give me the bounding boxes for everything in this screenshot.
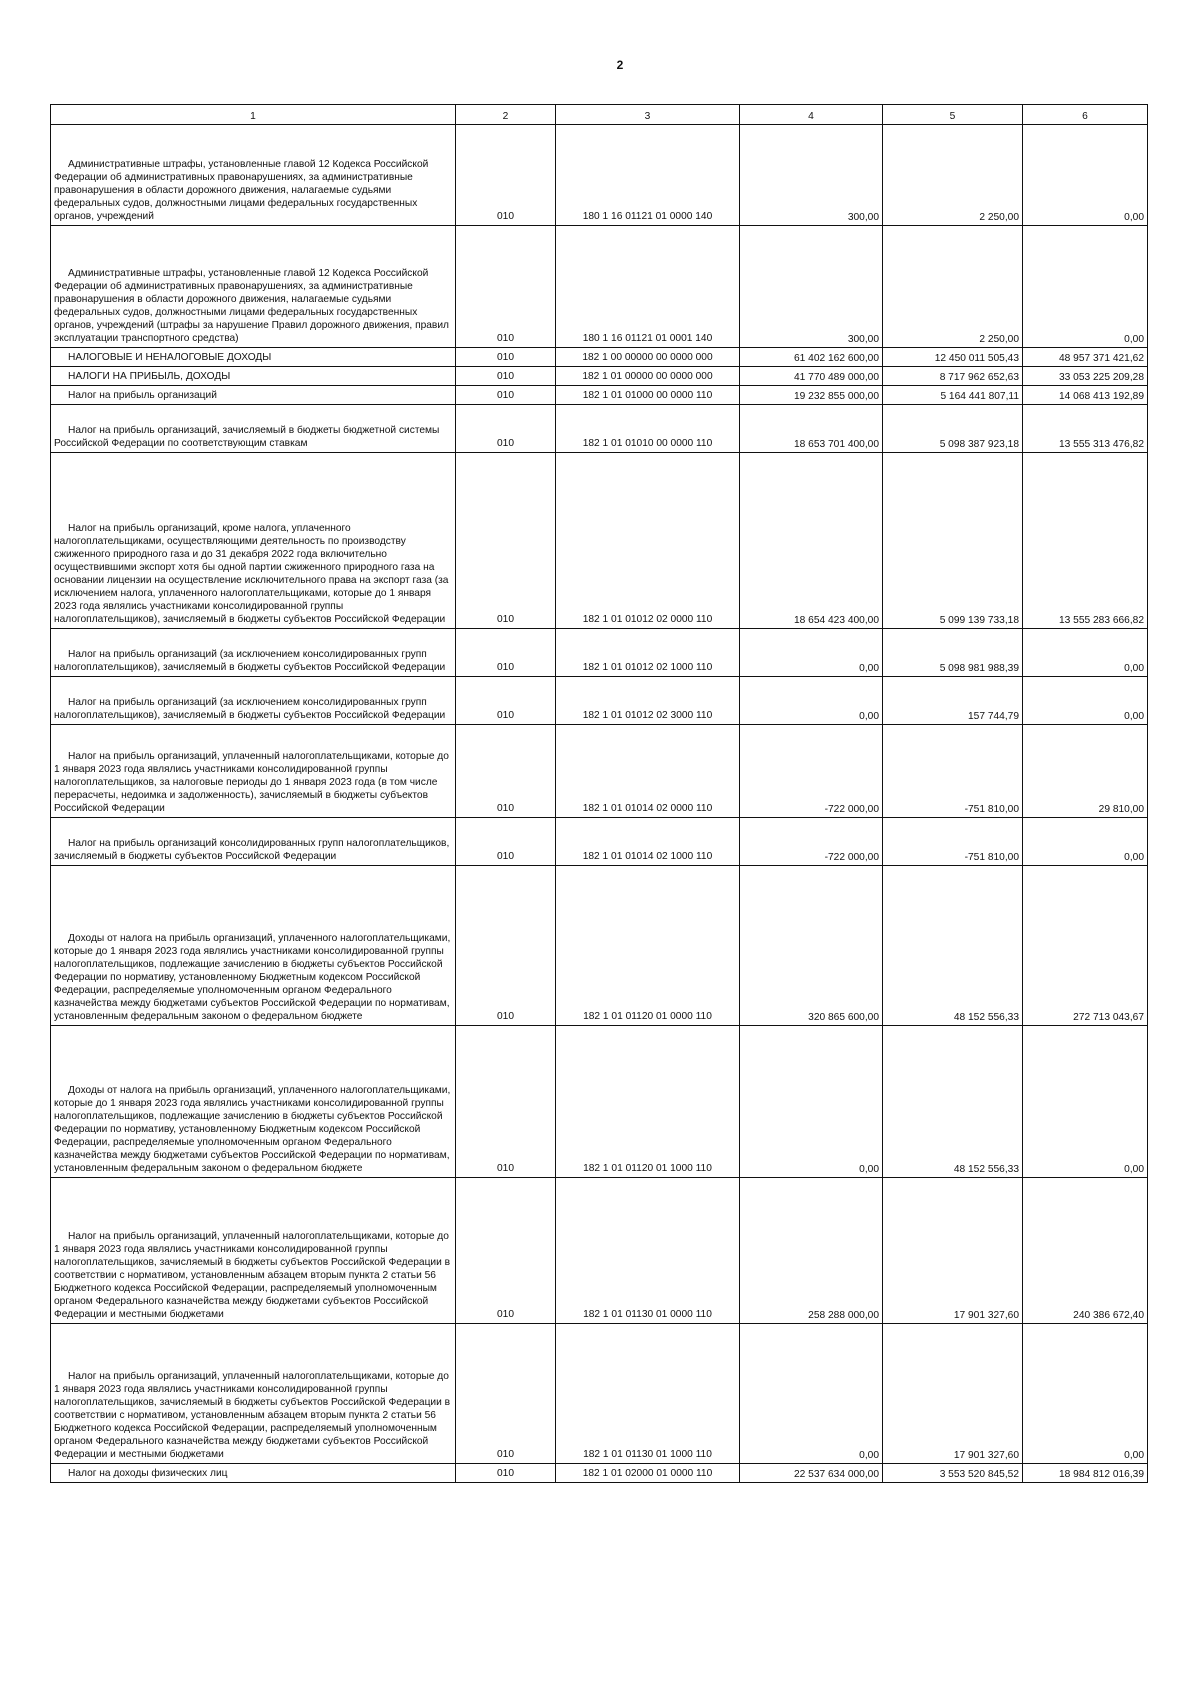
row-name: Доходы от налога на прибыль организаций, уплаченного налогоплательщиками, которые до 1 января 2023 года являлись участниками консолидированной группы налогоплательщиков, подлежащие зачислению в бюджеты субъектов Российской Федерации по нормативу, установленному Бюджетным кодексом Российской Федерации, распределяемые уполномоченным органом Федерального казначейства между бюджетами субъектов Российской Федерации по нормативам, установленным федеральным законом о федеральном бюджете [51, 1026, 456, 1178]
column-header-4: 4 [740, 105, 883, 125]
row-approved: 0,00 [740, 1026, 883, 1178]
row-executed: 3 553 520 845,52 [883, 1464, 1023, 1483]
row-unexecuted: 33 053 225 209,28 [1023, 367, 1148, 386]
row-executed: 5 098 981 988,39 [883, 629, 1023, 677]
page-number: 2 [616, 58, 624, 72]
row-unexecuted: 272 713 043,67 [1023, 866, 1148, 1026]
row-approved: 41 770 489 000,00 [740, 367, 883, 386]
row-executed: 48 152 556,33 [883, 866, 1023, 1026]
row-approved: 0,00 [740, 629, 883, 677]
row-approved: 19 232 855 000,00 [740, 386, 883, 405]
row-name: Налог на прибыль организаций, уплаченный налогоплательщиками, которые до 1 января 2023 года являлись участниками консолидированной группы налогоплательщиков, зачисляемый в бюджеты субъектов Российской Федерации в соответствии с нормативом, установленным абзацем вторым пункта 2 статьи 56 Бюджетного кодекса Российской Федерации, распределяемый уполномоченным органом Федерального казначейства между бюджетами субъектов Российской Федерации и местными бюджетами [51, 1178, 456, 1324]
row-executed: 5 164 441 807,11 [883, 386, 1023, 405]
row-unexecuted: 0,00 [1023, 1324, 1148, 1464]
row-approved: 18 653 701 400,00 [740, 405, 883, 453]
row-line-code: 010 [456, 386, 556, 405]
row-budget-code: 182 1 01 00000 00 0000 000 [556, 367, 740, 386]
row-executed: 5 098 387 923,18 [883, 405, 1023, 453]
row-budget-code: 182 1 01 01000 00 0000 110 [556, 386, 740, 405]
row-approved: 258 288 000,00 [740, 1178, 883, 1324]
row-line-code: 010 [456, 348, 556, 367]
table-row [51, 405, 1148, 453]
row-line-code: 010 [456, 1324, 556, 1464]
row-approved: 61 402 162 600,00 [740, 348, 883, 367]
table-row [51, 1026, 1148, 1178]
table-row [51, 386, 1148, 405]
table-row [51, 1464, 1148, 1483]
row-budget-code: 182 1 01 02000 01 0000 110 [556, 1464, 740, 1483]
table-row [51, 677, 1148, 725]
row-executed: 157 744,79 [883, 677, 1023, 725]
row-executed: 2 250,00 [883, 226, 1023, 348]
row-unexecuted: 0,00 [1023, 677, 1148, 725]
row-unexecuted: 0,00 [1023, 818, 1148, 866]
row-unexecuted: 240 386 672,40 [1023, 1178, 1148, 1324]
row-budget-code: 180 1 16 01121 01 0000 140 [556, 125, 740, 226]
column-header-1: 1 [51, 105, 456, 125]
row-executed: 8 717 962 652,63 [883, 367, 1023, 386]
column-header-3: 3 [556, 105, 740, 125]
row-executed: 17 901 327,60 [883, 1178, 1023, 1324]
row-budget-code: 182 1 01 01014 02 0000 110 [556, 725, 740, 818]
row-line-code: 010 [456, 405, 556, 453]
row-unexecuted: 48 957 371 421,62 [1023, 348, 1148, 367]
row-budget-code: 182 1 01 01130 01 0000 110 [556, 1178, 740, 1324]
row-approved: 0,00 [740, 1324, 883, 1464]
row-line-code: 010 [456, 629, 556, 677]
column-header-6: 6 [1023, 105, 1148, 125]
row-executed: 5 099 139 733,18 [883, 453, 1023, 629]
row-unexecuted: 0,00 [1023, 226, 1148, 348]
row-line-code: 010 [456, 866, 556, 1026]
row-unexecuted: 29 810,00 [1023, 725, 1148, 818]
row-name: НАЛОГИ НА ПРИБЫЛЬ, ДОХОДЫ [51, 367, 456, 386]
row-approved: 320 865 600,00 [740, 866, 883, 1026]
table-row [51, 453, 1148, 629]
row-budget-code: 182 1 01 01010 00 0000 110 [556, 405, 740, 453]
table-row [51, 866, 1148, 1026]
row-unexecuted: 14 068 413 192,89 [1023, 386, 1148, 405]
table-row [51, 1178, 1148, 1324]
row-budget-code: 182 1 00 00000 00 0000 000 [556, 348, 740, 367]
row-approved: -722 000,00 [740, 818, 883, 866]
row-name: Налог на прибыль организаций консолидированных групп налогоплательщиков, зачисляемый в бюджеты субъектов Российской Федерации [51, 818, 456, 866]
row-executed: -751 810,00 [883, 725, 1023, 818]
row-unexecuted: 13 555 283 666,82 [1023, 453, 1148, 629]
row-line-code: 010 [456, 367, 556, 386]
column-header-2: 2 [456, 105, 556, 125]
column-header-row [51, 105, 1148, 125]
table-row [51, 125, 1148, 226]
column-header-5: 5 [883, 105, 1023, 125]
row-line-code: 010 [456, 453, 556, 629]
row-executed: 12 450 011 505,43 [883, 348, 1023, 367]
row-budget-code: 182 1 01 01012 02 0000 110 [556, 453, 740, 629]
row-approved: 18 654 423 400,00 [740, 453, 883, 629]
table-row [51, 367, 1148, 386]
table-row [51, 226, 1148, 348]
row-line-code: 010 [456, 818, 556, 866]
row-line-code: 010 [456, 226, 556, 348]
row-line-code: 010 [456, 1178, 556, 1324]
row-budget-code: 182 1 01 01012 02 3000 110 [556, 677, 740, 725]
row-name: Административные штрафы, установленные главой 12 Кодекса Российской Федерации об административных правонарушениях, за административные правонарушения в области дорожного движения, налагаемые судьями федеральных судов, должностными лицами федеральных государственных органов, учреждений (штрафы за нарушение Правил дорожного движения, правил эксплуатации транспортного средства) [51, 226, 456, 348]
row-unexecuted: 18 984 812 016,39 [1023, 1464, 1148, 1483]
row-approved: 300,00 [740, 125, 883, 226]
row-line-code: 010 [456, 1464, 556, 1483]
table-row [51, 725, 1148, 818]
row-executed: 48 152 556,33 [883, 1026, 1023, 1178]
row-name: Налог на прибыль организаций [51, 386, 456, 405]
row-executed: -751 810,00 [883, 818, 1023, 866]
table-row [51, 1324, 1148, 1464]
row-budget-code: 182 1 01 01120 01 1000 110 [556, 1026, 740, 1178]
row-name: НАЛОГОВЫЕ И НЕНАЛОГОВЫЕ ДОХОДЫ [51, 348, 456, 367]
row-name: Налог на прибыль организаций, уплаченный налогоплательщиками, которые до 1 января 2023 года являлись участниками консолидированной группы налогоплательщиков, зачисляемый в бюджеты субъектов Российской Федерации в соответствии с нормативом, установленным абзацем вторым пункта 2 статьи 56 Бюджетного кодекса Российской Федерации, распределяемый уполномоченным органом Федерального казначейства между бюджетами субъектов Российской Федерации и местными бюджетами [51, 1324, 456, 1464]
row-executed: 17 901 327,60 [883, 1324, 1023, 1464]
row-unexecuted: 0,00 [1023, 629, 1148, 677]
row-unexecuted: 0,00 [1023, 125, 1148, 226]
row-budget-code: 182 1 01 01130 01 1000 110 [556, 1324, 740, 1464]
row-budget-code: 182 1 01 01012 02 1000 110 [556, 629, 740, 677]
row-name: Административные штрафы, установленные главой 12 Кодекса Российской Федерации об административных правонарушениях, за административные правонарушения в области дорожного движения, налагаемые судьями федеральных судов, должностными лицами федеральных государственных органов, учреждений [51, 125, 456, 226]
row-budget-code: 182 1 01 01014 02 1000 110 [556, 818, 740, 866]
row-budget-code: 180 1 16 01121 01 0001 140 [556, 226, 740, 348]
row-name: Налог на прибыль организаций (за исключением консолидированных групп налогоплательщиков), зачисляемый в бюджеты субъектов Российской Федерации [51, 677, 456, 725]
row-unexecuted: 0,00 [1023, 1026, 1148, 1178]
row-budget-code: 182 1 01 01120 01 0000 110 [556, 866, 740, 1026]
row-name: Доходы от налога на прибыль организаций, уплаченного налогоплательщиками, которые до 1 января 2023 года являлись участниками консолидированной группы налогоплательщиков, подлежащие зачислению в бюджеты субъектов Российской Федерации по нормативу, установленному Бюджетным кодексом Российской Федерации, распределяемые уполномоченным органом Федерального казначейства между бюджетами субъектов Российской Федерации по нормативам, установленным федеральным законом о федеральном бюджете [51, 866, 456, 1026]
row-name: Налог на прибыль организаций, уплаченный налогоплательщиками, которые до 1 января 2023 года являлись участниками консолидированной группы налогоплательщиков, за налоговые периоды до 1 января 2023 года (в том числе перерасчеты, недоимка и задолженность), зачисляемый в бюджеты субъектов Российской Федерации [51, 725, 456, 818]
row-line-code: 010 [456, 1026, 556, 1178]
table-row [51, 629, 1148, 677]
row-line-code: 010 [456, 725, 556, 818]
row-name: Налог на доходы физических лиц [51, 1464, 456, 1483]
row-name: Налог на прибыль организаций, зачисляемый в бюджеты бюджетной системы Российской Федерации по соответствующим ставкам [51, 405, 456, 453]
row-name: Налог на прибыль организаций (за исключением консолидированных групп налогоплательщиков), зачисляемый в бюджеты субъектов Российской Федерации [51, 629, 456, 677]
row-approved: 0,00 [740, 677, 883, 725]
row-executed: 2 250,00 [883, 125, 1023, 226]
row-line-code: 010 [456, 677, 556, 725]
row-approved: -722 000,00 [740, 725, 883, 818]
row-name: Налог на прибыль организаций, кроме налога, уплаченного налогоплательщиками, осуществляющими деятельность по производству сжиженного природного газа и до 31 декабря 2022 года включительно осуществившими экспорт хотя бы одной партии сжиженного природного газа на основании лицензии на осуществление исключительного права на экспорт газа (за исключением налога, уплаченного налогоплательщиками, которые до 1 января 2023 года являлись участниками консолидированной группы налогоплательщиков), зачисляемый в бюджеты субъектов Российской Федерации [51, 453, 456, 629]
row-approved: 300,00 [740, 226, 883, 348]
row-approved: 22 537 634 000,00 [740, 1464, 883, 1483]
row-line-code: 010 [456, 125, 556, 226]
table-row [51, 348, 1148, 367]
table-row [51, 818, 1148, 866]
revenue-table [50, 104, 1148, 1483]
row-unexecuted: 13 555 313 476,82 [1023, 405, 1148, 453]
